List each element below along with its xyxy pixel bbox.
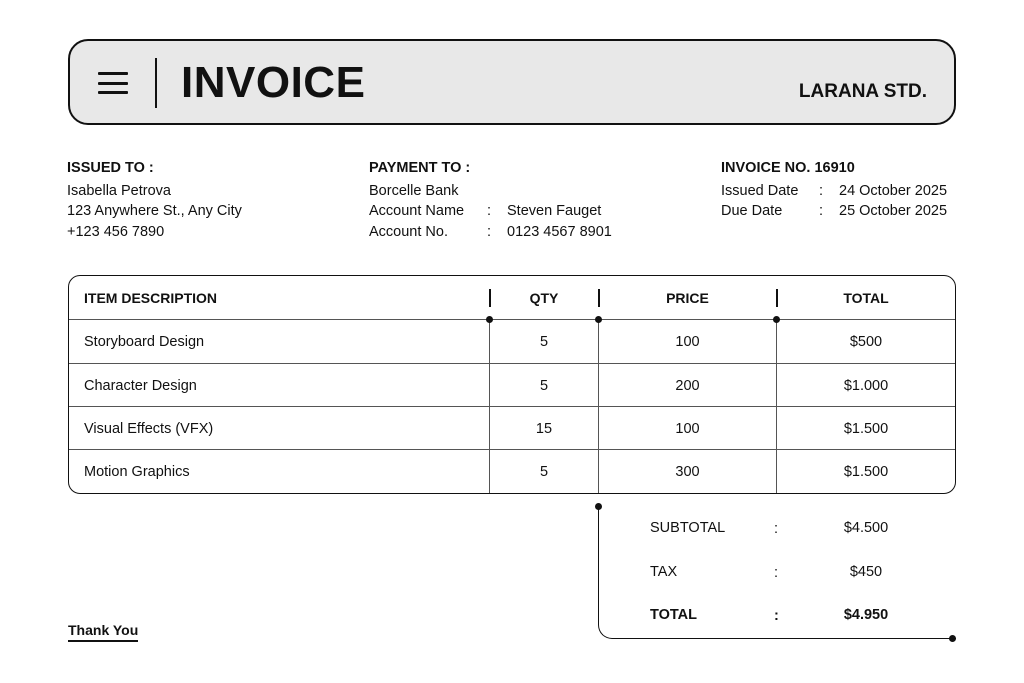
client-name: Isabella Petrova [67, 182, 171, 199]
colon: : [774, 521, 779, 537]
account-no-label: Account No. [369, 223, 448, 240]
account-name-value: Steven Fauget [507, 203, 602, 219]
due-date-value: 25 October 2025 [839, 203, 948, 219]
item-description: Character Design [84, 377, 197, 394]
item-qty: 5 [539, 463, 549, 480]
item-qty: 5 [539, 377, 549, 394]
due-date-row [721, 201, 947, 222]
account-no-row [369, 222, 612, 243]
col-header-qty: QTY [529, 289, 559, 306]
colon: : [487, 203, 492, 219]
issued-to-heading: ISSUED TO : [67, 160, 154, 176]
item-price: 100 [675, 420, 700, 437]
issued-date-row [721, 181, 947, 202]
item-description: Storyboard Design [84, 333, 205, 350]
item-qty: 5 [539, 333, 549, 350]
invoice-title: INVOICE [181, 58, 366, 107]
invoice-number: INVOICE NO. 16910 [721, 160, 855, 176]
items-table [68, 275, 956, 494]
client-address: 123 Anywhere St., Any City [67, 203, 242, 219]
item-total: $1.500 [843, 420, 889, 437]
hamburger-menu-icon[interactable] [98, 72, 128, 94]
payment-to-heading: PAYMENT TO : [369, 160, 471, 176]
subtotal-value: $4.500 [843, 520, 889, 536]
colon: : [487, 223, 492, 240]
company-name: LARANA STD. [798, 81, 927, 102]
item-price: 100 [675, 333, 700, 350]
item-price: 300 [675, 463, 700, 480]
tax-value: $450 [849, 564, 883, 580]
item-total: $500 [849, 333, 883, 350]
col-header-item: ITEM DESCRIPTION [84, 289, 218, 306]
invoice-info-block [721, 158, 947, 222]
item-qty: 15 [535, 420, 553, 437]
subtotal-label: SUBTOTAL [650, 520, 726, 536]
invoice-header [68, 39, 956, 125]
thank-you-note: Thank You [68, 622, 138, 642]
due-date-label: Due Date [721, 203, 783, 219]
colon: : [819, 182, 824, 199]
issued-to-block [67, 158, 242, 242]
tax-label: TAX [650, 564, 678, 580]
bank-name: Borcelle Bank [369, 182, 459, 199]
item-description: Visual Effects (VFX) [84, 420, 214, 437]
account-name-label: Account Name [369, 203, 465, 219]
header-divider [155, 58, 157, 108]
issued-date-label: Issued Date [721, 182, 799, 199]
item-total: $1.500 [843, 463, 889, 480]
item-description: Motion Graphics [84, 463, 190, 480]
total-label: TOTAL [650, 607, 697, 623]
account-no-value: 0123 4567 8901 [507, 223, 612, 240]
client-phone: +123 456 7890 [67, 223, 165, 240]
colon: : [774, 608, 779, 624]
total-value: $4.950 [843, 607, 889, 623]
item-price: 200 [675, 377, 700, 394]
item-total: $1.000 [843, 377, 889, 394]
col-header-total: TOTAL [843, 289, 889, 306]
account-name-row [369, 201, 612, 222]
connector-dot [949, 635, 956, 642]
col-header-price: PRICE [666, 289, 709, 306]
colon: : [819, 203, 824, 219]
payment-to-block [369, 158, 612, 242]
colon: : [774, 565, 779, 581]
issued-date-value: 24 October 2025 [839, 182, 948, 199]
